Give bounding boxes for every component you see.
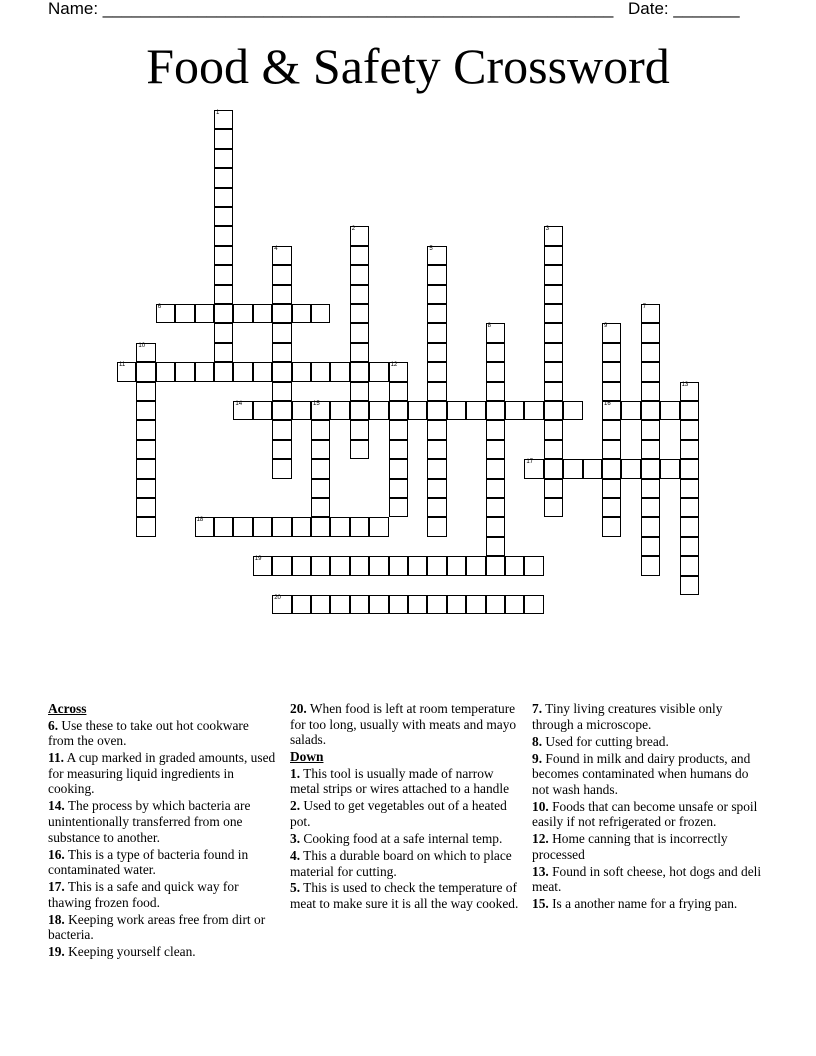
- grid-cell[interactable]: [311, 479, 330, 498]
- grid-cell[interactable]: [272, 343, 291, 362]
- grid-cell[interactable]: [544, 498, 563, 517]
- grid-cell[interactable]: [350, 343, 369, 362]
- grid-cell[interactable]: [447, 556, 466, 575]
- grid-cell[interactable]: [350, 265, 369, 284]
- grid-cell[interactable]: [214, 110, 233, 129]
- grid-cell[interactable]: [233, 304, 252, 323]
- grid-cell[interactable]: [369, 362, 388, 381]
- grid-cell[interactable]: [175, 362, 194, 381]
- grid-cell[interactable]: [427, 323, 446, 342]
- grid-cell[interactable]: [214, 517, 233, 536]
- grid-cell[interactable]: [136, 459, 155, 478]
- grid-cell[interactable]: [136, 362, 155, 381]
- clue-across-20: 20. When food is left at room temperature for too long, usually with meats and mayo salads.: [290, 701, 517, 748]
- grid-cell[interactable]: [602, 362, 621, 381]
- grid-cell[interactable]: [136, 440, 155, 459]
- grid-cell[interactable]: [214, 304, 233, 323]
- clue-down-3: 3. Cooking food at a safe internal temp.: [290, 830, 503, 846]
- clue-down-1: 1. This tool is usually made of narrow metal strips or wires attached to a handle: [290, 765, 510, 797]
- clue-number-10: 10: [138, 342, 146, 349]
- grid-cell[interactable]: [427, 382, 446, 401]
- grid-cell[interactable]: [680, 537, 699, 556]
- grid-cell[interactable]: [408, 401, 427, 420]
- grid-cell[interactable]: [272, 304, 291, 323]
- grid-cell[interactable]: [486, 537, 505, 556]
- grid-cell[interactable]: [272, 440, 291, 459]
- clue-number-6: 6: [157, 304, 162, 310]
- grid-cell[interactable]: [602, 440, 621, 459]
- grid-cell[interactable]: [641, 304, 660, 323]
- grid-cell[interactable]: [195, 304, 214, 323]
- grid-cell[interactable]: [272, 517, 291, 536]
- grid-cell[interactable]: [427, 479, 446, 498]
- grid-cell[interactable]: [544, 304, 563, 323]
- grid-cell[interactable]: [330, 595, 349, 614]
- grid-cell[interactable]: [214, 323, 233, 342]
- clue-down-4: 4. This a durable board on which to place material for cutting.: [290, 847, 512, 879]
- grid-cell[interactable]: [427, 595, 446, 614]
- grid-cell[interactable]: [156, 362, 175, 381]
- grid-cell[interactable]: [136, 343, 155, 362]
- grid-cell[interactable]: [311, 498, 330, 517]
- grid-cell[interactable]: [408, 595, 427, 614]
- clue-number-3: 3: [545, 226, 550, 233]
- clue-number-8: 8: [487, 323, 491, 330]
- grid-cell[interactable]: [389, 382, 408, 401]
- grid-cell[interactable]: [272, 285, 291, 304]
- grid-cell[interactable]: [311, 556, 330, 575]
- clue-number-2: 2: [351, 226, 356, 233]
- grid-cell[interactable]: [136, 479, 155, 498]
- grid-cell[interactable]: [641, 498, 660, 517]
- grid-cell[interactable]: [214, 207, 233, 226]
- grid-cell[interactable]: [641, 517, 660, 536]
- grid-cell[interactable]: [641, 401, 660, 420]
- clue-number-7: 7: [642, 304, 647, 310]
- grid-cell[interactable]: [641, 556, 660, 575]
- grid-cell[interactable]: [389, 595, 408, 614]
- grid-cell[interactable]: [544, 246, 563, 265]
- clue-number-18: 18: [196, 517, 204, 524]
- grid-cell[interactable]: [680, 401, 699, 420]
- clue-number-4: 4: [274, 245, 278, 252]
- grid-cell[interactable]: [369, 595, 388, 614]
- grid-cell[interactable]: [583, 459, 602, 478]
- grid-cell[interactable]: [330, 517, 349, 536]
- grid-cell[interactable]: [292, 517, 311, 536]
- grid-cell[interactable]: [136, 401, 155, 420]
- grid-cell[interactable]: [214, 246, 233, 265]
- grid-cell[interactable]: [544, 362, 563, 381]
- grid-cell[interactable]: [486, 556, 505, 575]
- grid-cell[interactable]: [311, 595, 330, 614]
- grid-cell[interactable]: [330, 556, 349, 575]
- grid-cell[interactable]: [350, 420, 369, 439]
- grid-cell[interactable]: [641, 537, 660, 556]
- clue-down-12: 12. Home canning that is incorrectly processed: [532, 831, 728, 862]
- clue-number-12: 12: [390, 362, 398, 369]
- clue-across-11: 11. A cup marked in graded amounts, used for measuring liquid ingredients in cooking.: [48, 750, 276, 797]
- clue-down-9: 9. Found in milk and dairy products, and becomes contaminated when humans do not wash hands.: [532, 750, 751, 797]
- grid-cell[interactable]: [427, 420, 446, 439]
- grid-cell[interactable]: [544, 401, 563, 420]
- grid-cell[interactable]: [427, 246, 446, 265]
- grid-cell[interactable]: [195, 517, 214, 536]
- clue-across-18: 18. Keeping work areas free from dirt or bacteria.: [48, 911, 266, 943]
- grid-cell[interactable]: [369, 517, 388, 536]
- grid-cell[interactable]: [350, 440, 369, 459]
- grid-cell[interactable]: [680, 556, 699, 575]
- clue-down-8: 8. Used for cutting bread.: [532, 733, 669, 749]
- grid-cell[interactable]: [272, 459, 291, 478]
- grid-cell[interactable]: [350, 382, 369, 401]
- grid-cell[interactable]: [389, 420, 408, 439]
- grid-cell[interactable]: [272, 246, 291, 265]
- grid-cell[interactable]: [427, 440, 446, 459]
- grid-cell[interactable]: [272, 323, 291, 342]
- grid-cell[interactable]: [524, 556, 543, 575]
- grid-cell[interactable]: [253, 304, 272, 323]
- grid-cell[interactable]: [350, 304, 369, 323]
- grid-cell[interactable]: [524, 401, 543, 420]
- grid-cell[interactable]: [311, 304, 330, 323]
- grid-cell[interactable]: [486, 343, 505, 362]
- grid-cell[interactable]: [641, 440, 660, 459]
- grid-cell[interactable]: [621, 401, 640, 420]
- grid-cell[interactable]: [233, 401, 252, 420]
- grid-cell[interactable]: [311, 459, 330, 478]
- grid-cell[interactable]: [641, 362, 660, 381]
- grid-cell[interactable]: [311, 401, 330, 420]
- grid-cell[interactable]: [427, 343, 446, 362]
- grid-cell[interactable]: [544, 459, 563, 478]
- grid-cell[interactable]: [621, 459, 640, 478]
- clue-column-3: [532, 701, 764, 913]
- grid-cell[interactable]: [466, 401, 485, 420]
- grid-cell[interactable]: [466, 595, 485, 614]
- grid-cell[interactable]: [486, 401, 505, 420]
- grid-cell[interactable]: [427, 265, 446, 284]
- grid-cell[interactable]: [214, 149, 233, 168]
- grid-cell[interactable]: [350, 595, 369, 614]
- clue-down-15: 15. Is a another name for a frying pan.: [532, 896, 738, 912]
- clue-number-14: 14: [235, 401, 243, 407]
- grid-cell[interactable]: [272, 401, 291, 420]
- clue-down-2: 2. Used to get vegetables out of a heated pot.: [290, 798, 507, 829]
- grid-cell[interactable]: [214, 265, 233, 284]
- grid-cell[interactable]: [350, 226, 369, 245]
- grid-cell[interactable]: [408, 556, 427, 575]
- grid-cell[interactable]: [602, 401, 621, 420]
- grid-cell[interactable]: [641, 459, 660, 478]
- grid-cell[interactable]: [544, 226, 563, 245]
- grid-cell[interactable]: [680, 576, 699, 595]
- clue-number-5: 5: [429, 245, 433, 252]
- grid-cell[interactable]: [292, 595, 311, 614]
- clue-number-1: 1: [216, 110, 220, 116]
- grid-cell[interactable]: [544, 440, 563, 459]
- grid-cell[interactable]: [292, 401, 311, 420]
- grid-cell[interactable]: [447, 401, 466, 420]
- grid-cell[interactable]: [563, 401, 582, 420]
- grid-cell[interactable]: [466, 556, 485, 575]
- grid-cell[interactable]: [136, 498, 155, 517]
- grid-cell[interactable]: [389, 459, 408, 478]
- grid-cell[interactable]: [350, 362, 369, 381]
- grid-cell[interactable]: [602, 323, 621, 342]
- grid-cell[interactable]: [272, 420, 291, 439]
- clue-across-16: 16. This is a type of bacteria found in contaminated water.: [48, 846, 249, 878]
- clue-number-20: 20: [274, 595, 281, 601]
- grid-cell[interactable]: [680, 459, 699, 478]
- grid-cell[interactable]: [427, 362, 446, 381]
- grid-cell[interactable]: [486, 440, 505, 459]
- grid-cell[interactable]: [486, 323, 505, 342]
- grid-cell[interactable]: [136, 420, 155, 439]
- grid-cell[interactable]: [641, 479, 660, 498]
- grid-cell[interactable]: [175, 304, 194, 323]
- across-heading: Across: [48, 701, 87, 716]
- grid-cell[interactable]: [350, 246, 369, 265]
- grid-cell[interactable]: [563, 459, 582, 478]
- grid-cell[interactable]: [427, 401, 446, 420]
- grid-cell[interactable]: [233, 362, 252, 381]
- grid-cell[interactable]: [389, 479, 408, 498]
- grid-cell[interactable]: [311, 420, 330, 439]
- grid-cell[interactable]: [389, 440, 408, 459]
- grid-cell[interactable]: [427, 459, 446, 478]
- grid-cell[interactable]: [641, 382, 660, 401]
- grid-cell[interactable]: [427, 304, 446, 323]
- grid-cell[interactable]: [602, 517, 621, 536]
- down-heading: Down: [290, 749, 324, 765]
- grid-cell[interactable]: [292, 362, 311, 381]
- grid-cell[interactable]: [330, 362, 349, 381]
- grid-cell[interactable]: [427, 285, 446, 304]
- grid-cell[interactable]: [660, 401, 679, 420]
- grid-cell[interactable]: [602, 382, 621, 401]
- clue-number-19: 19: [254, 556, 262, 563]
- clue-down-7: 7. Tiny living creatures visible only through a microscope.: [532, 701, 723, 732]
- grid-cell[interactable]: [272, 382, 291, 401]
- grid-cell[interactable]: [253, 517, 272, 536]
- clue-down-5: 5. This is used to check the temperature of meat to make sure it is all the way cooked.: [290, 880, 519, 912]
- grid-cell[interactable]: [253, 401, 272, 420]
- name-field[interactable]: Name: ______________________________________________________: [48, 0, 614, 18]
- grid-cell[interactable]: [544, 382, 563, 401]
- grid-cell[interactable]: [156, 304, 175, 323]
- clue-number-13: 13: [681, 381, 689, 388]
- grid-cell[interactable]: [214, 129, 233, 148]
- grid-cell[interactable]: [369, 556, 388, 575]
- grid-cell[interactable]: [214, 226, 233, 245]
- grid-cell[interactable]: [486, 382, 505, 401]
- grid-cell[interactable]: [389, 498, 408, 517]
- grid-cell[interactable]: [524, 459, 543, 478]
- grid-cell[interactable]: [214, 285, 233, 304]
- grid-cell[interactable]: [544, 265, 563, 284]
- grid-cell[interactable]: [486, 517, 505, 536]
- grid-cell[interactable]: [272, 265, 291, 284]
- grid-cell[interactable]: [680, 517, 699, 536]
- grid-cell[interactable]: [214, 343, 233, 362]
- grid-cell[interactable]: [311, 440, 330, 459]
- grid-cell[interactable]: [505, 595, 524, 614]
- grid-cell[interactable]: [350, 556, 369, 575]
- grid-cell[interactable]: [311, 517, 330, 536]
- clue-number-16: 16: [604, 401, 611, 407]
- grid-cell[interactable]: [117, 362, 136, 381]
- grid-cell[interactable]: [233, 517, 252, 536]
- grid-cell[interactable]: [350, 285, 369, 304]
- grid-cell[interactable]: [680, 382, 699, 401]
- grid-cell[interactable]: [427, 556, 446, 575]
- grid-cell[interactable]: [544, 420, 563, 439]
- clue-down-13: 13. Found in soft cheese, hot dogs and deli meat.: [532, 863, 762, 895]
- clue-down-10: 10. Foods that can become unsafe or spoil easily if not refrigerated or frozen.: [532, 798, 758, 830]
- clue-number-15: 15: [313, 401, 320, 407]
- grid-cell[interactable]: [447, 595, 466, 614]
- clue-column-1: [48, 701, 276, 961]
- grid-cell[interactable]: [680, 498, 699, 517]
- grid-cell[interactable]: [427, 498, 446, 517]
- grid-cell[interactable]: [292, 556, 311, 575]
- grid-cell[interactable]: [544, 343, 563, 362]
- grid-cell[interactable]: [389, 362, 408, 381]
- grid-cell[interactable]: [660, 459, 679, 478]
- grid-cell[interactable]: [330, 401, 349, 420]
- grid-cell[interactable]: [524, 595, 543, 614]
- clue-across-14: 14. The process by which bacteria are unintentionally transferred from one substance to another.: [48, 798, 251, 845]
- grid-cell[interactable]: [253, 556, 272, 575]
- grid-cell[interactable]: [253, 362, 272, 381]
- grid-cell[interactable]: [214, 362, 233, 381]
- grid-cell[interactable]: [486, 362, 505, 381]
- grid-cell[interactable]: [486, 420, 505, 439]
- grid-cell[interactable]: [602, 498, 621, 517]
- grid-cell[interactable]: [427, 517, 446, 536]
- clue-across-6: 6. Use these to take out hot cookware from the oven.: [48, 717, 249, 749]
- grid-cell[interactable]: [272, 556, 291, 575]
- grid-cell[interactable]: [602, 479, 621, 498]
- grid-cell[interactable]: [544, 479, 563, 498]
- clue-across-19: 19. Keeping yourself clean.: [48, 944, 196, 960]
- grid-cell[interactable]: [602, 459, 621, 478]
- grid-cell[interactable]: [641, 323, 660, 342]
- grid-cell[interactable]: [486, 479, 505, 498]
- grid-cell[interactable]: [350, 323, 369, 342]
- grid-cell[interactable]: [544, 285, 563, 304]
- grid-cell[interactable]: [195, 362, 214, 381]
- grid-cell[interactable]: [136, 517, 155, 536]
- grid-cell[interactable]: [389, 556, 408, 575]
- page-title: Food & Safety Crossword: [146, 38, 670, 94]
- grid-cell[interactable]: [292, 304, 311, 323]
- grid-cell[interactable]: [602, 343, 621, 362]
- grid-cell[interactable]: [505, 401, 524, 420]
- grid-cell[interactable]: [505, 556, 524, 575]
- grid-cell[interactable]: [136, 382, 155, 401]
- grid-cell[interactable]: [641, 420, 660, 439]
- clue-number-11: 11: [119, 362, 126, 369]
- clue-column-2: [290, 701, 522, 913]
- grid-cell[interactable]: [214, 188, 233, 207]
- grid-cell[interactable]: [272, 362, 291, 381]
- grid-cell[interactable]: [641, 343, 660, 362]
- grid-cell[interactable]: [486, 459, 505, 478]
- grid-cell[interactable]: [350, 401, 369, 420]
- grid-cell[interactable]: [272, 595, 291, 614]
- grid-cell[interactable]: [486, 498, 505, 517]
- grid-cell[interactable]: [486, 595, 505, 614]
- grid-cell[interactable]: [680, 420, 699, 439]
- grid-cell[interactable]: [369, 401, 388, 420]
- grid-cell[interactable]: [350, 517, 369, 536]
- grid-cell[interactable]: [544, 323, 563, 342]
- date-field[interactable]: Date: _______: [628, 0, 740, 18]
- clue-number-17: 17: [526, 459, 534, 466]
- grid-cell[interactable]: [389, 401, 408, 420]
- clue-across-17: 17. This is a safe and quick way for thawing frozen food.: [48, 879, 239, 910]
- grid-cell[interactable]: [214, 168, 233, 187]
- grid-cell[interactable]: [680, 479, 699, 498]
- grid-cell[interactable]: [602, 420, 621, 439]
- grid-cell[interactable]: [311, 362, 330, 381]
- grid-cell[interactable]: [680, 440, 699, 459]
- clue-number-9: 9: [604, 323, 608, 330]
